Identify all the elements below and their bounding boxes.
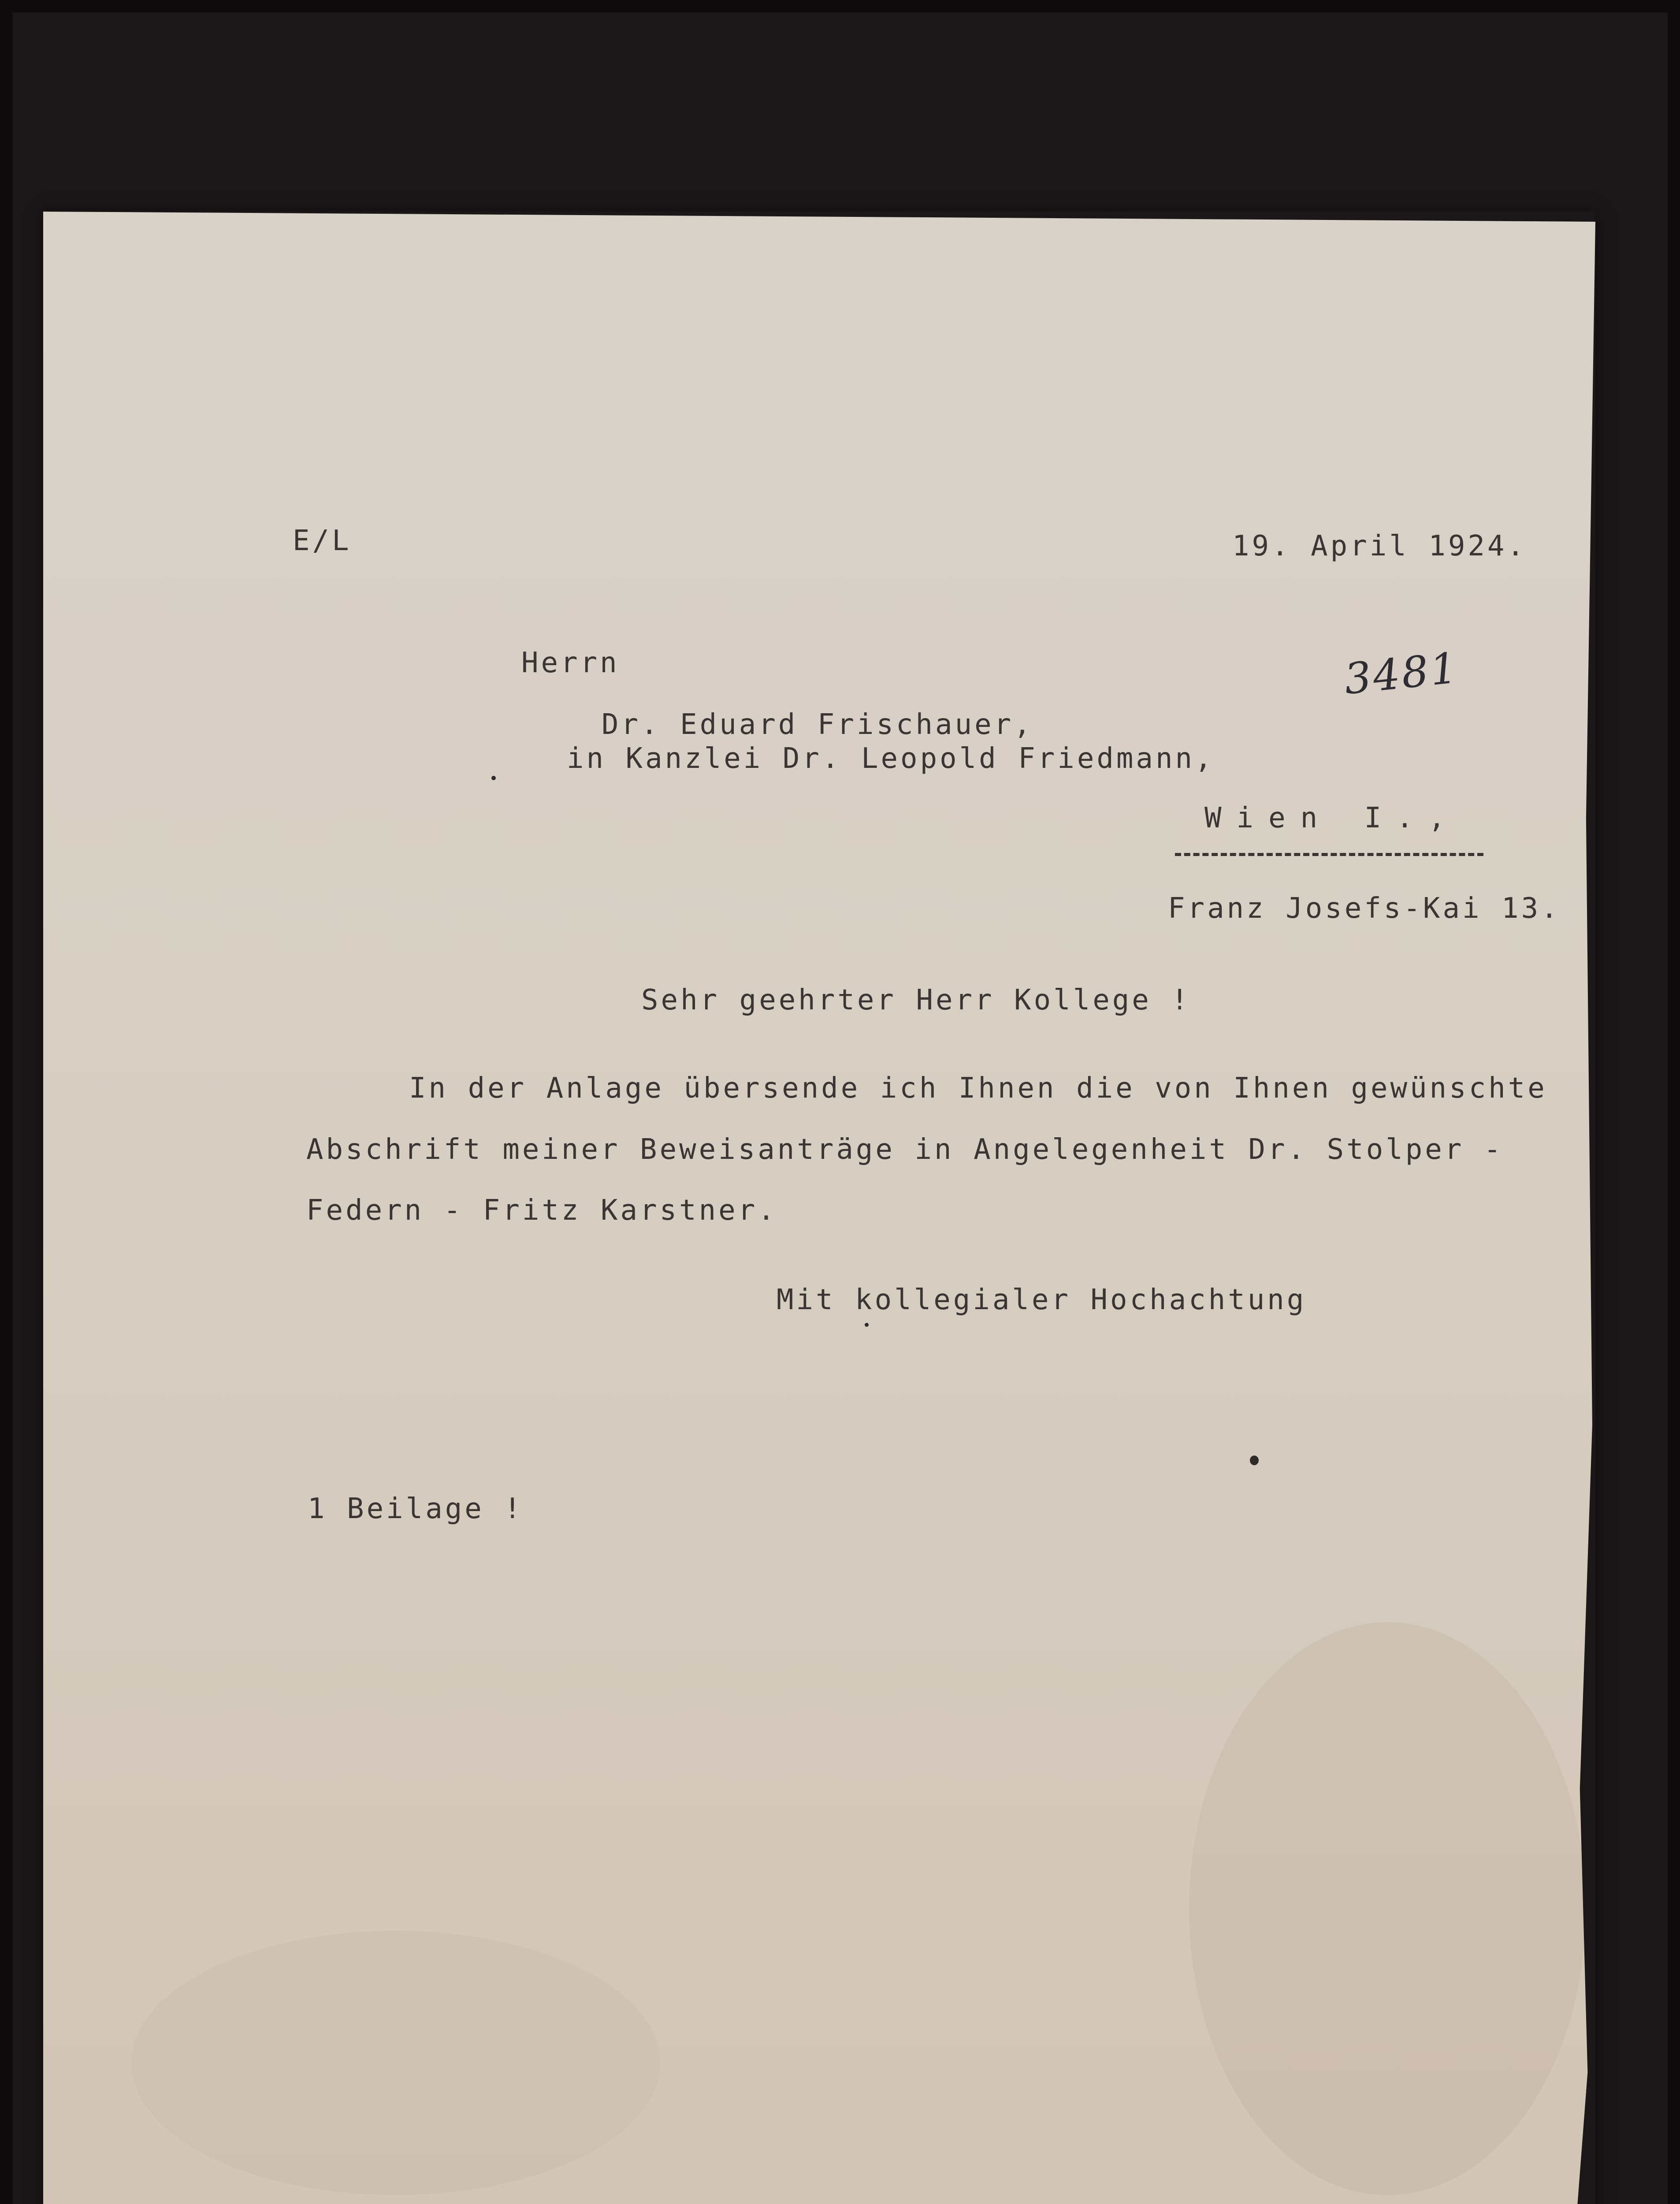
paper-stain bbox=[1189, 1622, 1586, 2195]
ink-speck bbox=[491, 776, 496, 780]
greeting-line: Sehr geehrter Herr Kollege ! bbox=[641, 984, 1191, 1016]
city-underline bbox=[1175, 853, 1483, 856]
handwritten-file-number: 3481 bbox=[1342, 643, 1461, 704]
recipient-street: Franz Josefs-Kai 13. bbox=[1168, 892, 1561, 925]
body-line-3: Federn - Fritz Karstner. bbox=[306, 1194, 777, 1227]
enclosure-note: 1 Beilage ! bbox=[308, 1493, 524, 1525]
paper-stain bbox=[131, 1931, 660, 2195]
closing-line: Mit kollegialer Hochachtung bbox=[777, 1284, 1307, 1316]
body-line-2: Abschrift meiner Beweisanträge in Angelegenheit Dr. Stolper - bbox=[306, 1133, 1504, 1166]
body-line-1: In der Anlage übersende ich Ihnen die von Ihnen gewünschte bbox=[409, 1072, 1547, 1105]
ink-speck bbox=[865, 1323, 869, 1327]
ink-spot bbox=[1250, 1456, 1259, 1465]
recipient-office: in Kanzlei Dr. Leopold Friedmann, bbox=[567, 742, 1215, 775]
letter-sheet bbox=[43, 212, 1595, 2204]
letter-date: 19. April 1924. bbox=[1232, 530, 1527, 562]
reference-initials: E/L bbox=[293, 525, 352, 557]
recipient-name: Dr. Eduard Frischauer, bbox=[602, 708, 1033, 741]
salutation-title: Herrn bbox=[521, 647, 620, 679]
recipient-city: Wien I., bbox=[1204, 802, 1461, 834]
